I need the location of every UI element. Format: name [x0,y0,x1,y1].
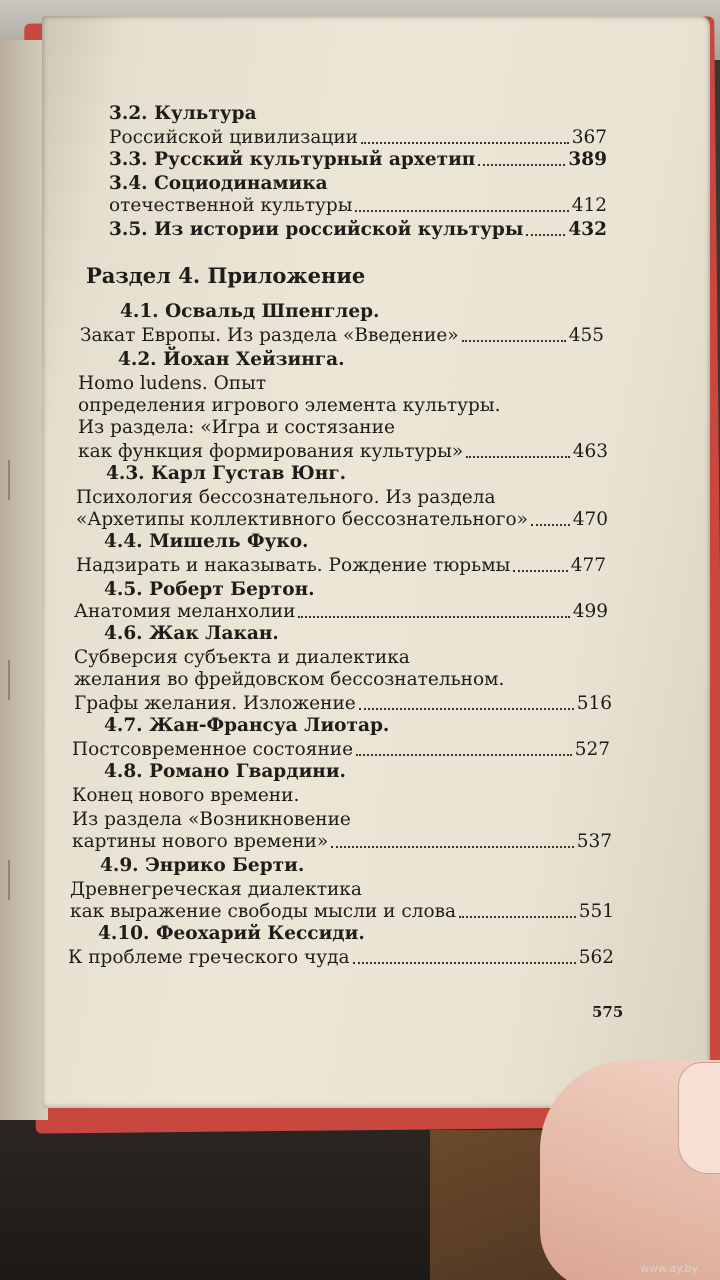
watermark: www.ay.by [640,1262,699,1275]
appendix-entry-4-7 [72,738,610,762]
appendix-heading-4-4: 4.4. Мишель Фуко. [104,531,309,552]
toc-page-number: 562 [578,947,614,968]
dot-leader [331,846,573,848]
toc-page-number: 470 [572,509,608,530]
appendix-entry-4-4 [76,554,606,578]
appendix-heading-4-5: 4.5. Роберт Бертон. [104,579,315,600]
toc-entry-text: 3.3. Русский культурный архетип [109,149,476,170]
appendix-text-line: Homo ludens. Опыт [78,373,267,394]
dot-leader [361,142,569,144]
appendix-heading-4-9: 4.9. Энрико Берти. [100,855,305,876]
toc-page-number: 527 [574,739,610,760]
appendix-entry-4-10 [68,946,614,970]
binding-stitch [8,860,10,900]
dot-leader [531,524,570,526]
dot-leader [356,754,572,756]
toc-page-number: 463 [572,441,608,462]
section-title: Раздел 4. Приложение [86,263,366,288]
toc-entry-text: как выражение свободы мысли и слова [70,901,457,922]
appendix-entry-4-3 [76,508,608,532]
dot-leader [526,234,565,236]
toc-entry-text: как функция формирования культуры» [78,441,464,462]
appendix-text-line: определения игрового элемента культуры. [78,395,501,416]
appendix-text-line: Конец нового времени. [72,785,300,806]
toc-entry-3-2 [109,126,607,150]
appendix-text-line: Психология бессознательного. Из раздела [76,487,496,508]
dot-leader [459,916,576,918]
toc-entry-3-4 [109,194,607,218]
dot-leader [478,164,565,166]
toc-page-number: 551 [578,901,614,922]
page-number: 575 [592,1003,624,1021]
toc-entry-text: 3.5. Из истории российской культуры [109,219,524,240]
toc-page-number: 537 [576,831,612,852]
appendix-heading-4-7: 4.7. Жан-Франсуа Лиотар. [104,715,390,736]
appendix-heading-4-3: 4.3. Карл Густав Юнг. [106,463,347,484]
appendix-text-line: желания во фрейдовском бессознательном. [74,669,505,690]
toc-entry-text: картины нового времени» [72,831,329,852]
toc-page-number: 412 [571,195,607,216]
appendix-heading-4-6: 4.6. Жак Лакан. [104,623,279,644]
dot-leader [355,210,568,212]
toc-page-number: 516 [576,693,612,714]
toc-entry-text: Закат Европы. Из раздела «Введение» [80,325,459,346]
toc-page-number: 389 [568,149,607,170]
toc-entry-3-4-title: 3.4. Социодинамика [109,173,328,194]
toc-entry-text: отечественной культуры [109,195,353,216]
appendix-text-line: Древнегреческая диалектика [70,879,362,900]
dot-leader [462,340,566,342]
appendix-entry-4-9 [70,900,614,924]
dot-leader [513,570,567,572]
appendix-heading-4-1: 4.1. Освальд Шпенглер. [120,301,380,322]
appendix-text-line: Субверсия субъекта и диалектика [74,647,410,668]
toc-page-number: 499 [572,601,608,622]
appendix-text-line: Из раздела «Возникновение [72,809,351,830]
appendix-entry-4-8 [72,830,612,854]
binding-stitch [8,660,10,700]
toc-entry-text: Анатомия меланхолии [74,601,296,622]
dot-leader [466,456,570,458]
toc-page-number: 455 [568,325,604,346]
toc-entry-3-2-title: 3.2. Культура [109,103,257,124]
toc-page-number: 367 [571,127,607,148]
toc-page-number: 477 [570,555,606,576]
toc-entry-text: «Архетипы коллективного бессознательного» [76,509,528,530]
book-page [42,16,710,1108]
appendix-text-line: Из раздела: «Игра и состязание [78,417,395,438]
appendix-heading-4-8: 4.8. Романо Гвардини. [104,761,346,782]
toc-entry-text: Российской цивилизации [109,127,358,148]
toc-page-number: 432 [568,219,607,240]
toc-entry-3-3 [109,148,607,172]
appendix-entry-4-6 [74,692,612,716]
binding-stitch [8,460,10,500]
thumbnail [678,1062,720,1174]
appendix-entry-4-2 [78,440,608,464]
appendix-entry-4-1 [80,324,604,348]
toc-entry-text: К проблеме греческого чуда [68,947,350,968]
appendix-heading-4-2: 4.2. Йохан Хейзинга. [118,349,345,370]
dot-leader [298,616,569,618]
previous-page-edge [0,40,48,1120]
appendix-entry-4-5 [74,600,608,624]
toc-entry-text: Графы желания. Изложение [74,693,356,714]
appendix-heading-4-10: 4.10. Феохарий Кессиди. [98,923,365,944]
toc-entry-text: Надзирать и наказывать. Рождение тюрьмы [76,555,511,576]
dot-leader [359,708,574,710]
toc-entry-3-5 [109,218,607,242]
toc-entry-text: Постсовременное состояние [72,739,354,760]
dot-leader [353,962,576,964]
